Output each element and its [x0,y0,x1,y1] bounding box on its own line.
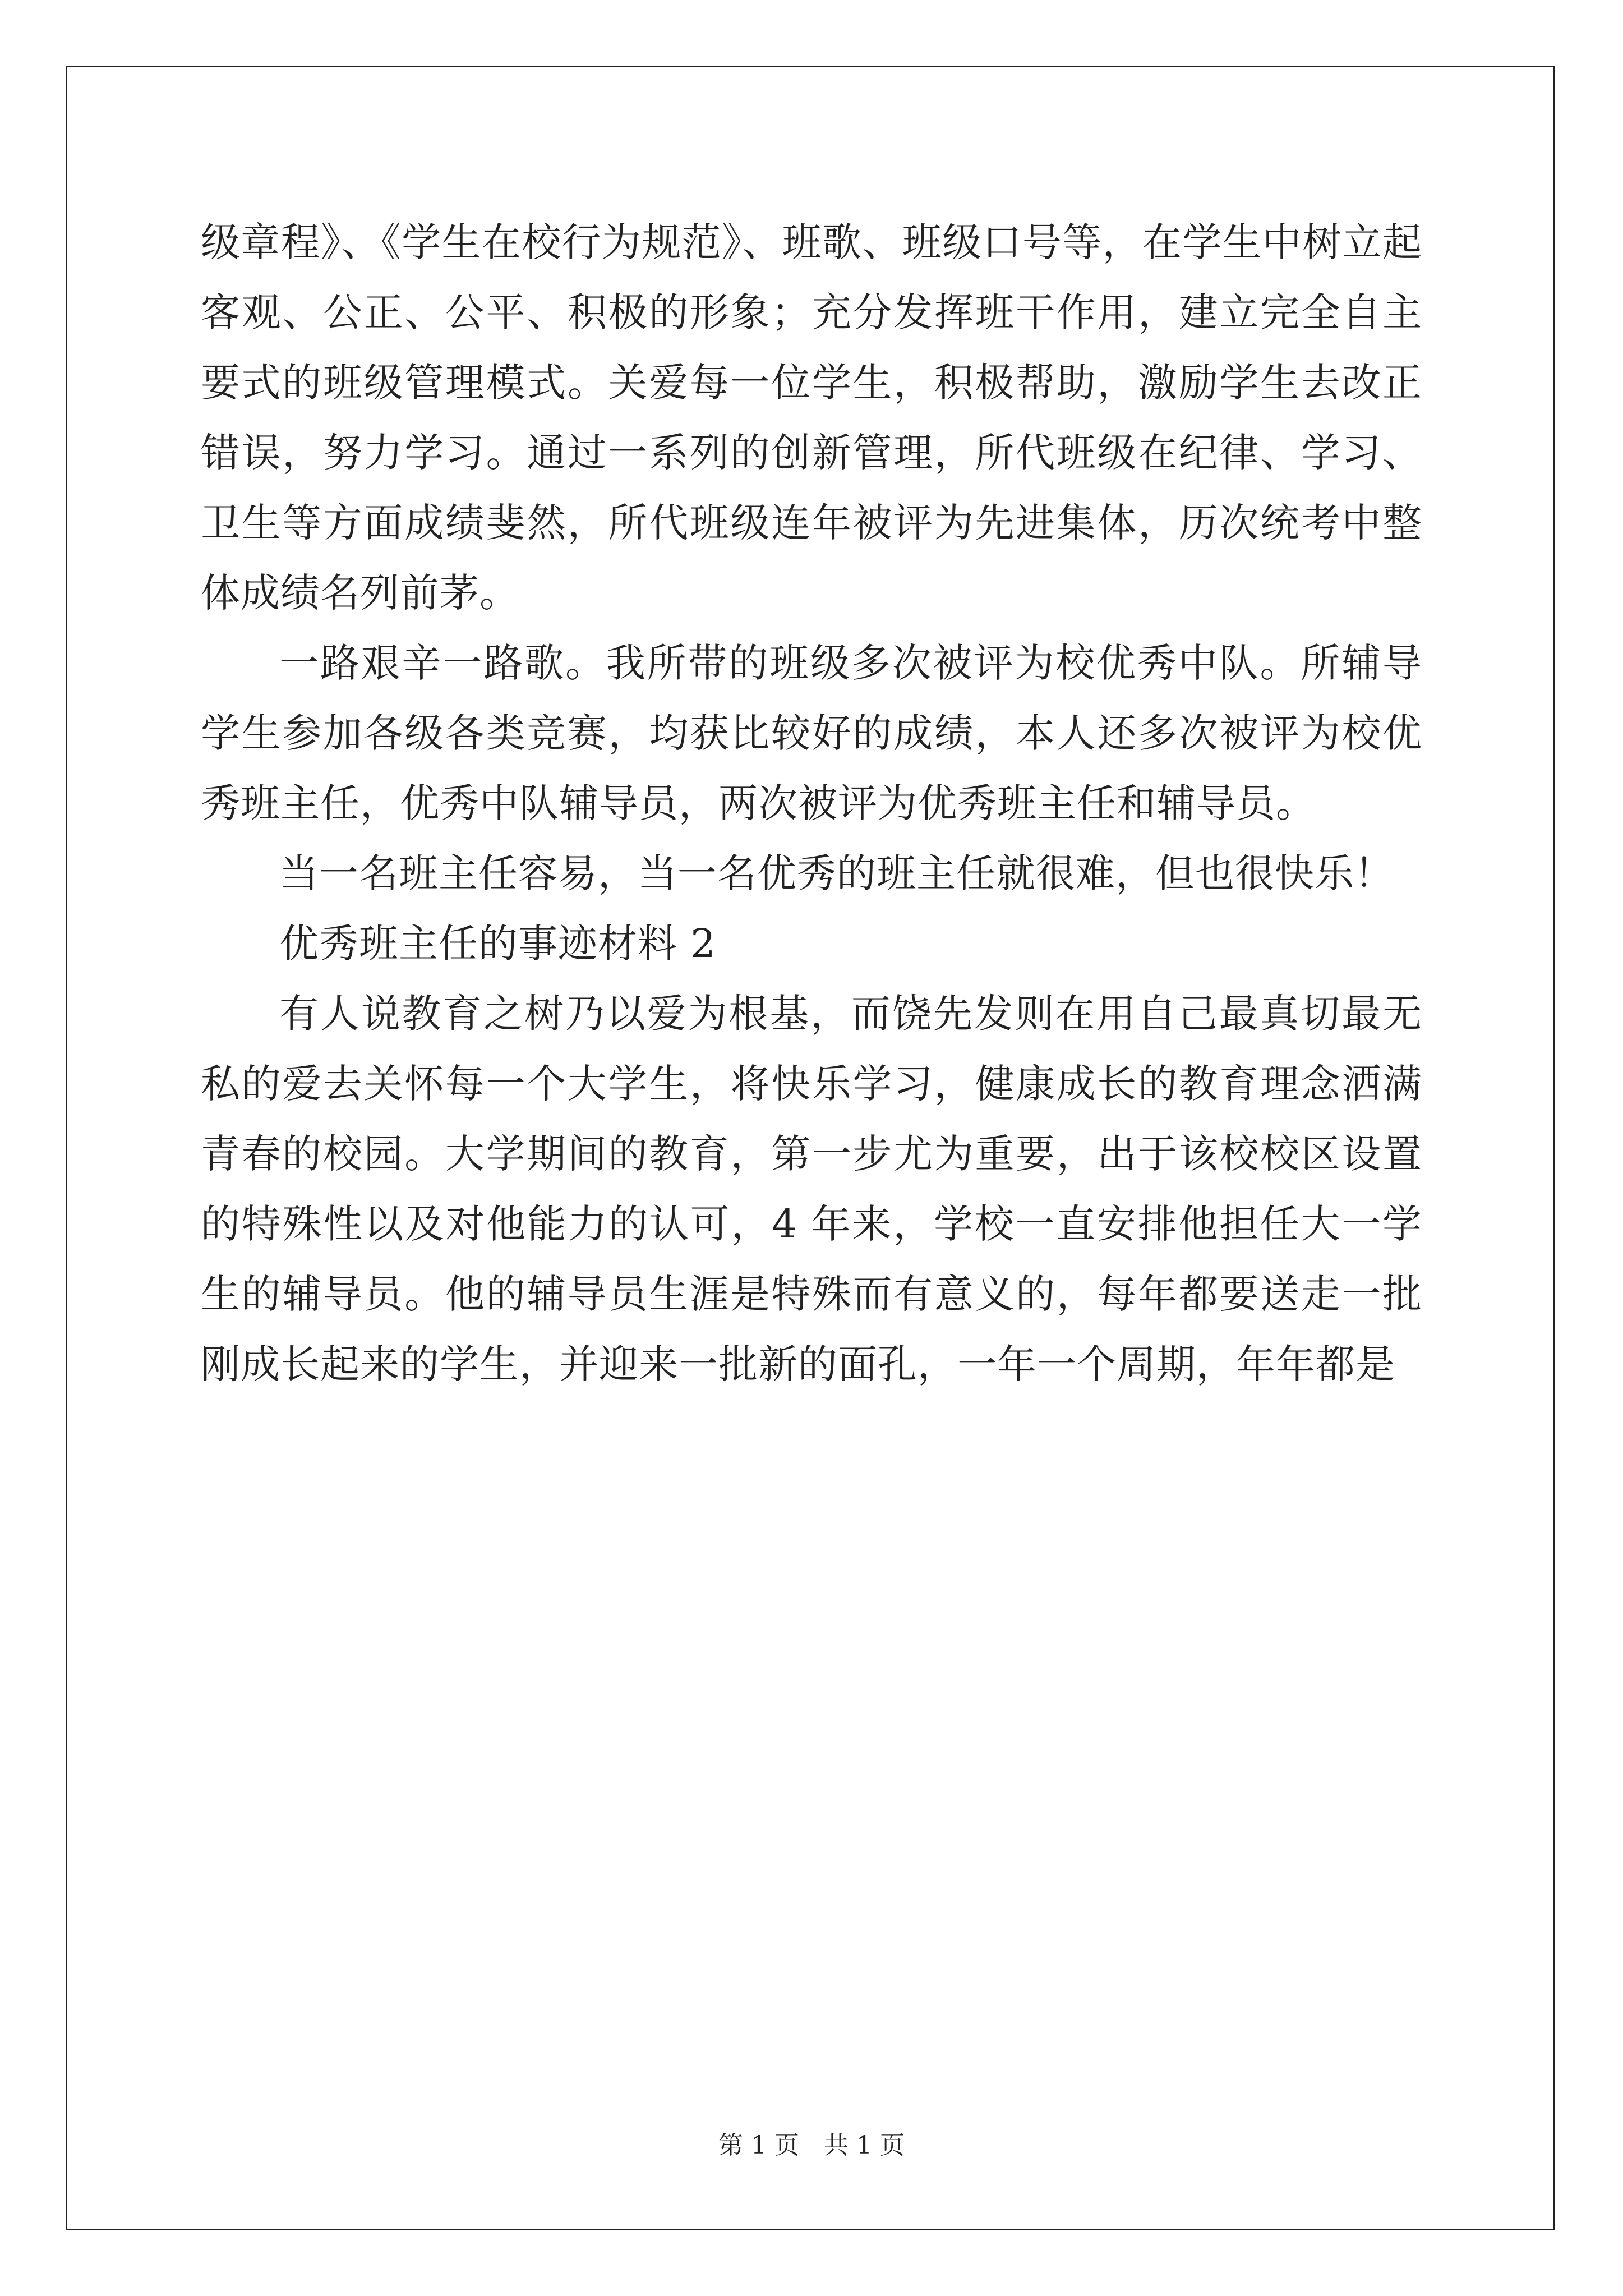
paragraph-1: 级章程》、《学生在校行为规范》、班歌、班级口号等，在学生中树立起客观、公正、公平、积极的形象；充分发挥班干作用，建立完全自主要式的班级管理模式。关爱每一位学生，积极帮助，激励学生去改正错误，努力学习。通过一系列的创新管理，所代班级在纪律、学习、卫生等方面成绩斐然，所代班级连年被评为先进集体，历次统考中整体成绩名列前茅。 [201,219,1422,616]
page-footer: 第 1 页 共 1 页 [718,2131,905,2160]
paragraph-2: 一路艰辛一路歌。我所带的班级多次被评为校优秀中队。所辅导学生参加各级各类竞赛，均获比较好的成绩，本人还多次被评为校优秀班主任，优秀中队辅导员，两次被评为优秀班主任和辅导员。 [201,640,1422,826]
document-body [201,208,1422,1400]
paragraph-5: 有人说教育之树乃以爱为根基，而饶先发则在用自己最真切最无私的爱去关怀每一个大学生，将快乐学习，健康成长的教育理念洒满青春的校园。大学期间的教育，第一步尤为重要，出于该校校区设置的特殊性以及对他能力的认可，4 年来，学校一直安排他担任大一学生的辅导员。他的辅导员生涯是特殊而有意义的，每年都要送走一批刚成长起来的学生，并迎来一批新的面孔，一年一个周期，年年都是 [201,991,1422,1387]
section-heading: 优秀班主任的事迹材料 2 [279,921,716,967]
paragraph-3: 当一名班主任容易，当一名优秀的班主任就很难，但也很快乐！ [279,850,1394,896]
